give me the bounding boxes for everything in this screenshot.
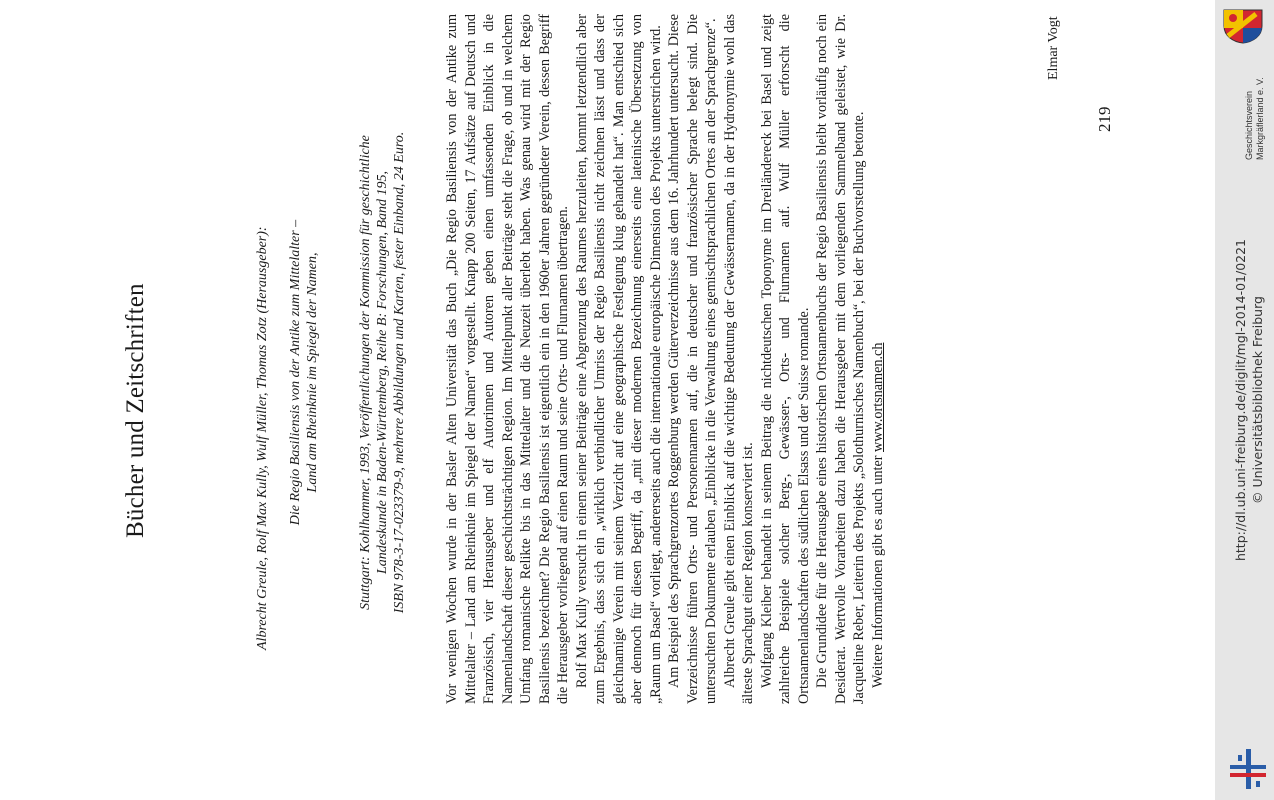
paragraph: Die Grundidee für die Herausgabe eines historischen Ortsnamenbuchs der Regio Basiliensis bleibt vorläufig noch ein Desiderat. Wertvolle Vorarbeiten dazu haben die Herausgeber mit dem vorliegenden Sammelband geleistet, wie Dr. Jacqueline Reber, Leiterin des Projekts „Solothurnisches Namenbuch“, bei der Buchvorstellung betonte. bbox=[814, 14, 867, 704]
paragraph: Vor wenigen Wochen wurde in der Basler Alten Universität das Buch „Die Regio Basiliensis von der Antike zum Mittelalter – Land am Rheinknie im Spiegel der Namen“ vorgestellt. Knapp 200 Seiten, 17 Aufsätze auf Deutsch und Französisch, vier Herausgeber und elf Autorinnen und Autoren geben einen umfassenden Einblick in die Namenlandschaft dieser geschichtsträchtigen Region. Im Mittelpunkt aller Beiträge steht die Frage, ob und in welchem Umfang romanische Relikte bis in das Mittelalter und die Neuzeit überlebt haben. Was genau wird mit der Regio Basiliensis bezeichnet? Die Regio Basiliensis ist eigentlich ein in den 1960er Jahren gegründeter Verein, dessen Begriff die Herausgeber vorliegend auf einen Raum und seine Orts- und Flurnamen übertragen. bbox=[444, 14, 571, 704]
university-library-logo-icon bbox=[1226, 747, 1270, 791]
publication-line-3: ISBN 978-3-17-023379-9, mehrere Abbildungen und Karten, fester Einband, 24 Euro. bbox=[392, 131, 407, 614]
book-title bbox=[287, 95, 321, 650]
more-info-line bbox=[869, 14, 888, 704]
ortsnamen-link[interactable]: www.ortsnamen.ch bbox=[869, 342, 886, 452]
more-info-text: Weitere Informationen gibt es auch unter bbox=[869, 455, 886, 688]
publication-line-2: Landeskunde in Baden-Württemberg, Reihe B: Forschungen, Band 195, bbox=[375, 170, 390, 575]
book-authors: Albrecht Greule, Rolf Max Kully, Wulf Müller, Thomas Zotz (Herausgeber): bbox=[255, 226, 270, 650]
publication-info bbox=[357, 95, 408, 650]
paragraph: Rolf Max Kully versucht in einem seiner Beiträge eine Abgrenzung des Raumes herzuleiten, kommt letztendlich aber zum Ergebnis, dass sich ein „wirklich verbindlicher Umriss der Regio Basiliensis nicht zeichnen lässt und dass der gleichnamige Verein mit seinem Verzicht auf eine geographische Festlegung klug gehandelt hat“. Man entschied sich aber dennoch für diesen Begriff, da „mit dieser modernen Bezeichnung einerseits eine lateinische Übersetzung von „Raum um Basel“ vorliegt, andererseits auch die internationale europäische Dimension des Projekts unterstrichen wird. bbox=[573, 14, 664, 704]
paragraph: Am Beispiel des Sprachgrenzortes Roggenburg werden Güterverzeichnisse aus dem 16. Jahrhundert untersucht. Diese Verzeichnisse führen Orts- und Personennamen auf, die in deutscher und französischer Sprache belegt sind. Die untersuchten Dokumente erlauben „Einblicke in die Verwaltung eines gemischtsprachlichen Ortes an der Sprachgrenze“. bbox=[666, 14, 719, 704]
page-title: Bücher und Zeitschriften bbox=[122, 283, 149, 538]
page-number: 219 bbox=[1095, 106, 1114, 132]
copyright-notice: © Universitätsbibliothek Freiburg bbox=[1250, 296, 1265, 504]
review-body bbox=[443, 14, 887, 704]
reviewer-name: Elmar Vogt bbox=[1046, 16, 1061, 80]
sidebar-url-block bbox=[1232, 0, 1266, 800]
society-line-1: Geschichtsverein bbox=[1244, 90, 1254, 160]
paragraph: Albrecht Greule gibt einen Einblick auf die wichtige Bedeutung der Gewässernamen, da in der Hydronymie wohl das älteste Sprachgut einer Region konserviert ist. bbox=[721, 14, 756, 704]
publication-line-1: Stuttgart: Kohlhammer, 1993, Veröffentlichungen der Kommission für geschichtliche bbox=[358, 135, 373, 610]
book-title-line-2: Land am Rheinknie im Spiegel der Namen, bbox=[305, 252, 320, 493]
paragraph: Wolfgang Kleiber behandelt in seinem Beitrag die nichtdeutschen Toponyme im Dreiländereck bei Basel und zeigt zahlreiche Beispiele solcher Berg-, Gewässer-, Orts- und Flurnamen auf. Wulf Müller erforscht die Ortsnamenlandschaften des südlichen Elsass und der Suisse romande. bbox=[758, 14, 812, 704]
permalink-url[interactable]: http://dl.ub.uni-freiburg.de/diglit/mgl-2014-01/0221 bbox=[1233, 238, 1248, 562]
book-title-line-1: Die Regio Basiliensis von der Antike zum Mittelalter – bbox=[288, 219, 303, 526]
society-line-2: Markgräflerland e. V. bbox=[1255, 77, 1265, 160]
